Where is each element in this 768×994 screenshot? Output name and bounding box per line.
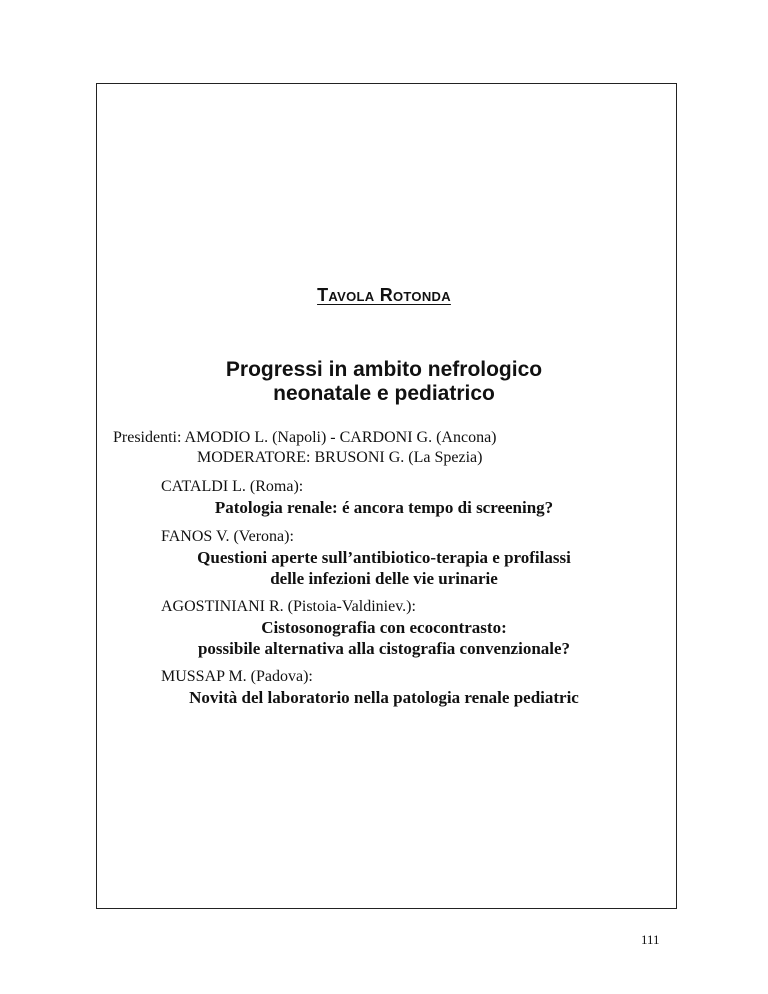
talk-title-3-line-1: Cistosonografia con ecocontrasto: bbox=[261, 618, 507, 637]
speaker-3: AGOSTINIANI R. (Pistoia-Valdiniev.): bbox=[161, 598, 416, 615]
talk-title-2 bbox=[0, 547, 768, 589]
moderator-line: MODERATORE: BRUSONI G. (La Spezia) bbox=[197, 449, 483, 466]
page-number: 111 bbox=[641, 932, 660, 947]
talk-title-2-line-1: Questioni aperte sull’antibiotico-terapia e profilassi bbox=[197, 548, 571, 567]
talk-title-1-line-1: Patologia renale: é ancora tempo di screening? bbox=[214, 498, 554, 517]
speaker-2: FANOS V. (Verona): bbox=[161, 528, 294, 545]
speaker-1: CATALDI L. (Roma): bbox=[161, 478, 304, 495]
talk-title-4 bbox=[0, 687, 768, 708]
presidents-line: Presidenti: AMODIO L. (Napoli) - CARDONI G. (Ancona) bbox=[113, 429, 497, 446]
talk-title-1 bbox=[0, 497, 768, 518]
talk-title-2-line-2: delle infezioni delle vie urinarie bbox=[270, 569, 498, 588]
talk-title-4-line-1: Novità del laboratorio nella patologia renale pediatric bbox=[189, 688, 579, 707]
main-title-line-2: neonatale e pediatrico bbox=[273, 382, 495, 405]
speaker-4: MUSSAP M. (Padova): bbox=[161, 668, 313, 685]
section-title: Tavola Rotonda bbox=[317, 285, 451, 305]
talk-title-3 bbox=[0, 617, 768, 659]
main-title bbox=[0, 358, 768, 406]
main-title-line-1: Progressi in ambito nefrologico bbox=[225, 358, 543, 381]
talk-title-3-line-2: possibile alternativa alla cistografia convenzionale? bbox=[197, 639, 571, 658]
page-border-frame bbox=[96, 83, 677, 909]
